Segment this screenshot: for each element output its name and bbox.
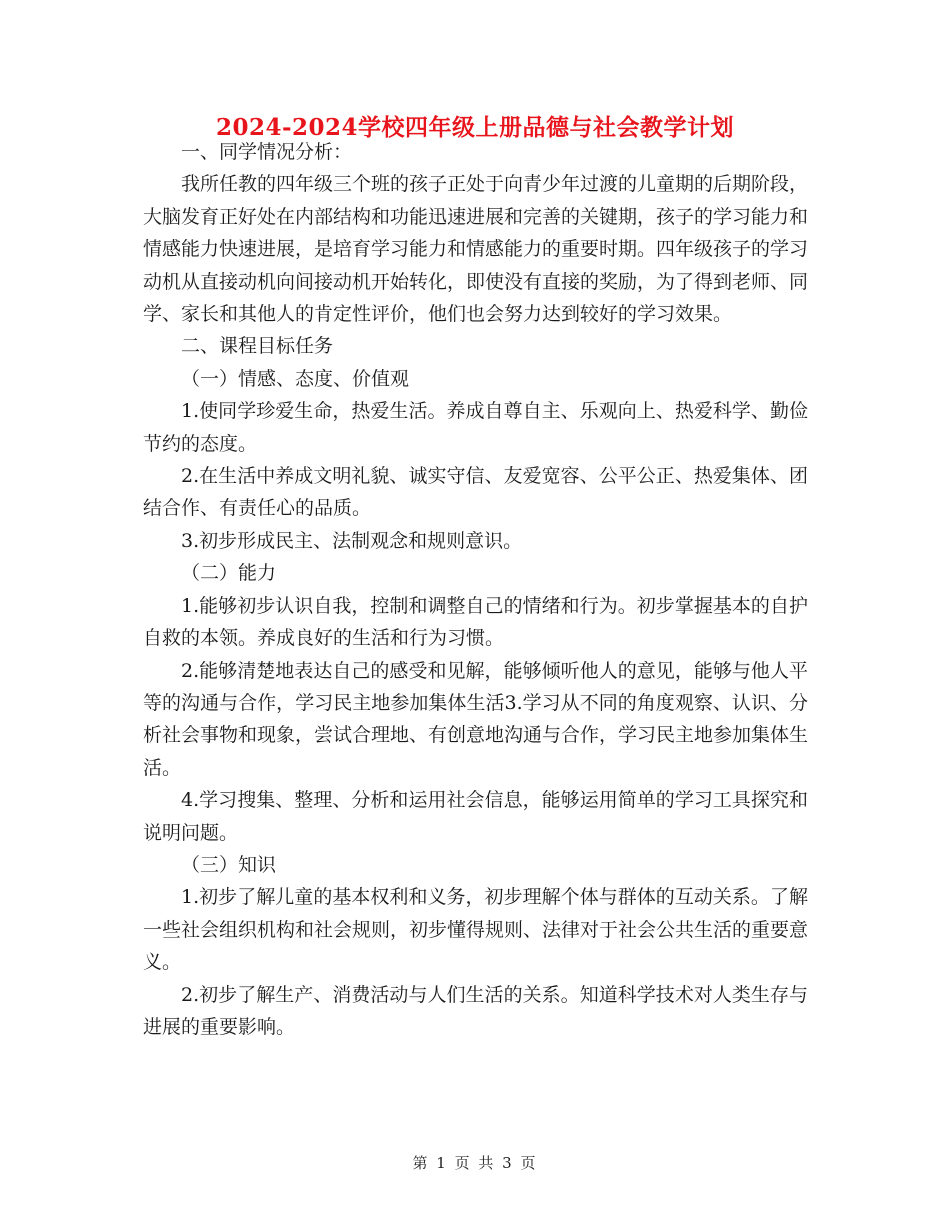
paragraph: 一、同学情况分析：	[181, 141, 353, 163]
paragraph: （三）知识	[181, 853, 277, 876]
paragraph: 3.初步形成民主、法制观念和规则意识。	[181, 529, 523, 552]
page-number: 第 1 页 共 3 页	[412, 1154, 538, 1172]
document-body	[143, 136, 808, 1043]
paragraph: 二、课程目标任务	[181, 335, 334, 358]
paragraph: 1.初步了解儿童的基本权利和义务，初步理解个体与群体的互动关系。了解一些社会组织机构和社会规则，初步懂得规则、法律对于社会公共生活的重要意义。	[143, 886, 809, 974]
paragraph: （一）情感、态度、价值观	[181, 367, 410, 390]
paragraph: 2.初步了解生产、消费活动与人们生活的关系。知道科学技术对人类生存与进展的重要影响。	[143, 983, 808, 1038]
document-title: 2024-2024学校四年级上册品德与社会教学计划	[215, 114, 735, 141]
paragraph: 我所任教的四年级三个班的孩子正处于向青少年过渡的儿童期的后期阶段，大脑发育正好处在内部结构和功能迅速进展和完善的关键期，孩子的学习能力和情感能力快速进展，是培育学习能力和情感能力的重要时期。四年级孩子的学习动机从直接动机向间接动机开始转化，即使没有直接的奖励，为了得到老师、同学、家长和其他人的肯定性评价，他们也会努力达到较好的学习效果。	[143, 173, 809, 326]
paragraph: 1.使同学珍爱生命，热爱生活。养成自尊自主、乐观向上、热爱科学、勤俭节约的态度。	[143, 400, 808, 455]
paragraph: 2.在生活中养成文明礼貌、诚实守信、友爱宽容、公平公正、热爱集体、团结合作、有责任心的品质。	[143, 465, 808, 520]
paragraph: 4.学习搜集、整理、分析和运用社会信息，能够运用简单的学习工具探究和说明问题。	[143, 789, 808, 844]
paragraph: （二）能力	[181, 562, 277, 585]
paragraph: 2.能够清楚地表达自己的感受和见解，能够倾听他人的意见，能够与他人平等的沟通与合作，学习民主地参加集体生活3.学习从不同的角度观察、认识、分析社会事物和现象，尝试合理地、有创意地沟通与合作，学习民主地参加集体生活。	[143, 659, 809, 779]
paragraph: 1.能够初步认识自我，控制和调整自己的情绪和行为。初步掌握基本的自护自救的本领。养成良好的生活和行为习惯。	[143, 594, 808, 650]
